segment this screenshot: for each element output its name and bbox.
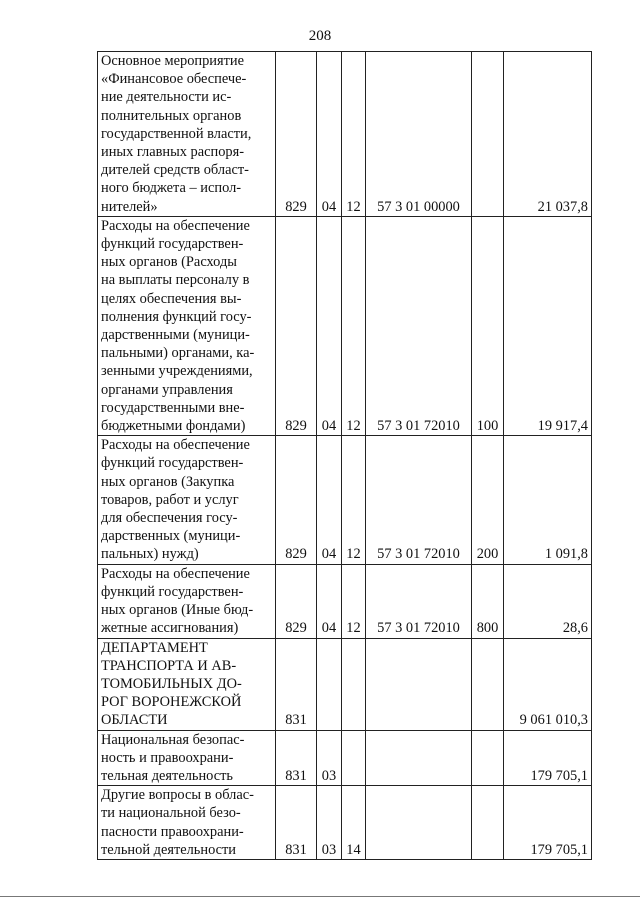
item-name-line: органами управления bbox=[101, 381, 233, 398]
item-name-line: государственными вне- bbox=[101, 399, 245, 416]
ministry-code-cell: 831 bbox=[276, 730, 317, 786]
expense-type-cell bbox=[472, 730, 504, 786]
amount-cell: 179 705,1 bbox=[504, 786, 592, 860]
table-row bbox=[98, 786, 592, 860]
item-name-line: функций государствен- bbox=[101, 455, 244, 472]
item-name-cell bbox=[98, 52, 276, 217]
item-name-line: ДЕПАРТАМЕНТ bbox=[101, 639, 208, 656]
item-name-line: для обеспечения госу- bbox=[101, 510, 238, 527]
amount-cell: 28,6 bbox=[504, 564, 592, 638]
item-name-line: целях обеспечения вы- bbox=[101, 290, 242, 307]
item-name-line: товаров, работ и услуг bbox=[101, 491, 239, 508]
item-name-line: ОБЛАСТИ bbox=[101, 712, 168, 729]
item-name-cell bbox=[98, 564, 276, 638]
item-name-line: Расходы на обеспечение bbox=[101, 437, 250, 454]
target-article-cell bbox=[366, 730, 472, 786]
table-row bbox=[98, 216, 592, 435]
expense-type-cell bbox=[472, 638, 504, 730]
section-code-cell: 03 bbox=[317, 730, 342, 786]
target-article-cell bbox=[366, 638, 472, 730]
ministry-code-cell: 829 bbox=[276, 436, 317, 564]
item-name-cell bbox=[98, 638, 276, 730]
item-name-line: нителей» bbox=[101, 198, 158, 215]
amount-cell: 179 705,1 bbox=[504, 730, 592, 786]
subsection-code-cell: 12 bbox=[342, 564, 366, 638]
table-row bbox=[98, 638, 592, 730]
table-row bbox=[98, 436, 592, 564]
item-name-line: ных органов (Иные бюд- bbox=[101, 602, 254, 619]
item-name-line: дарственных (муници- bbox=[101, 528, 241, 545]
amount-cell: 9 061 010,3 bbox=[504, 638, 592, 730]
item-name-line: ность и правоохрани- bbox=[101, 749, 234, 766]
item-name-line: функций государствен- bbox=[101, 236, 244, 253]
subsection-code-cell bbox=[342, 638, 366, 730]
table-row bbox=[98, 564, 592, 638]
item-name-line: Расходы на обеспечение bbox=[101, 565, 250, 582]
ministry-code-cell: 831 bbox=[276, 638, 317, 730]
section-code-cell: 04 bbox=[317, 564, 342, 638]
budget-table bbox=[97, 51, 592, 860]
item-name-line: на выплаты персоналу в bbox=[101, 272, 250, 289]
item-name-line: ти национальной безо- bbox=[101, 805, 241, 822]
expense-type-cell bbox=[472, 52, 504, 217]
item-name-line: функций государствен- bbox=[101, 583, 244, 600]
ministry-code-cell: 831 bbox=[276, 786, 317, 860]
item-name-cell bbox=[98, 436, 276, 564]
section-code-cell: 04 bbox=[317, 436, 342, 564]
item-name-line: бюджетными фондами) bbox=[101, 418, 246, 435]
item-name-line: государственной власти, bbox=[101, 125, 252, 142]
subsection-code-cell: 12 bbox=[342, 52, 366, 217]
item-name-line: пальными) органами, ка- bbox=[101, 345, 255, 362]
item-name-line: ных органов (Закупка bbox=[101, 473, 235, 490]
item-name-line: РОГ ВОРОНЕЖСКОЙ bbox=[101, 694, 242, 711]
target-article-cell bbox=[366, 786, 472, 860]
ministry-code-cell: 829 bbox=[276, 52, 317, 217]
item-name-line: Основное мероприятие bbox=[101, 53, 245, 69]
subsection-code-cell: 12 bbox=[342, 216, 366, 435]
item-name-line: зенными учреждениями, bbox=[101, 363, 253, 380]
item-name-line: тельной деятельности bbox=[101, 841, 236, 858]
item-name-line: тельная деятельность bbox=[101, 767, 233, 784]
expense-type-cell bbox=[472, 786, 504, 860]
item-name-line: полнения функций госу- bbox=[101, 308, 252, 325]
amount-cell: 1 091,8 bbox=[504, 436, 592, 564]
item-name-line: ТОМОБИЛЬНЫХ ДО- bbox=[101, 675, 242, 692]
section-code-cell: 04 bbox=[317, 216, 342, 435]
amount-cell: 19 917,4 bbox=[504, 216, 592, 435]
item-name-line: дарственными (муници- bbox=[101, 327, 250, 344]
item-name-line: ных органов (Расходы bbox=[101, 254, 237, 271]
expense-type-cell: 100 bbox=[472, 216, 504, 435]
item-name-line: полнительных органов bbox=[101, 107, 242, 124]
subsection-code-cell bbox=[342, 730, 366, 786]
item-name-line: Другие вопросы в облас- bbox=[101, 787, 254, 804]
target-article-cell: 57 3 01 72010 bbox=[366, 216, 472, 435]
section-code-cell: 04 bbox=[317, 52, 342, 217]
item-name-line: Расходы на обеспечение bbox=[101, 217, 250, 234]
item-name-line: пасности правоохрани- bbox=[101, 823, 244, 840]
item-name-line: пальных) нужд) bbox=[101, 546, 199, 563]
item-name-line: ние деятельности ис- bbox=[101, 89, 232, 106]
table-row bbox=[98, 52, 592, 217]
ministry-code-cell: 829 bbox=[276, 216, 317, 435]
item-name-cell bbox=[98, 216, 276, 435]
expense-type-cell: 200 bbox=[472, 436, 504, 564]
subsection-code-cell: 14 bbox=[342, 786, 366, 860]
target-article-cell: 57 3 01 00000 bbox=[366, 52, 472, 217]
item-name-line: дителей средств област- bbox=[101, 162, 249, 179]
item-name-line: «Финансовое обеспече- bbox=[101, 71, 247, 88]
item-name-line: Национальная безопас- bbox=[101, 731, 245, 748]
item-name-cell bbox=[98, 730, 276, 786]
ministry-code-cell: 829 bbox=[276, 564, 317, 638]
item-name-line: ного бюджета – испол- bbox=[101, 180, 242, 197]
expense-type-cell: 800 bbox=[472, 564, 504, 638]
subsection-code-cell: 12 bbox=[342, 436, 366, 564]
item-name-cell bbox=[98, 786, 276, 860]
item-name-line: иных главных распоря- bbox=[101, 144, 245, 161]
target-article-cell: 57 3 01 72010 bbox=[366, 436, 472, 564]
page-bottom-rule bbox=[0, 896, 640, 897]
page-number: 208 bbox=[308, 28, 332, 44]
item-name-line: ТРАНСПОРТА И АВ- bbox=[101, 657, 237, 674]
section-code-cell: 03 bbox=[317, 786, 342, 860]
table-row bbox=[98, 730, 592, 786]
target-article-cell: 57 3 01 72010 bbox=[366, 564, 472, 638]
amount-cell: 21 037,8 bbox=[504, 52, 592, 217]
section-code-cell bbox=[317, 638, 342, 730]
item-name-line: жетные ассигнования) bbox=[101, 620, 239, 637]
